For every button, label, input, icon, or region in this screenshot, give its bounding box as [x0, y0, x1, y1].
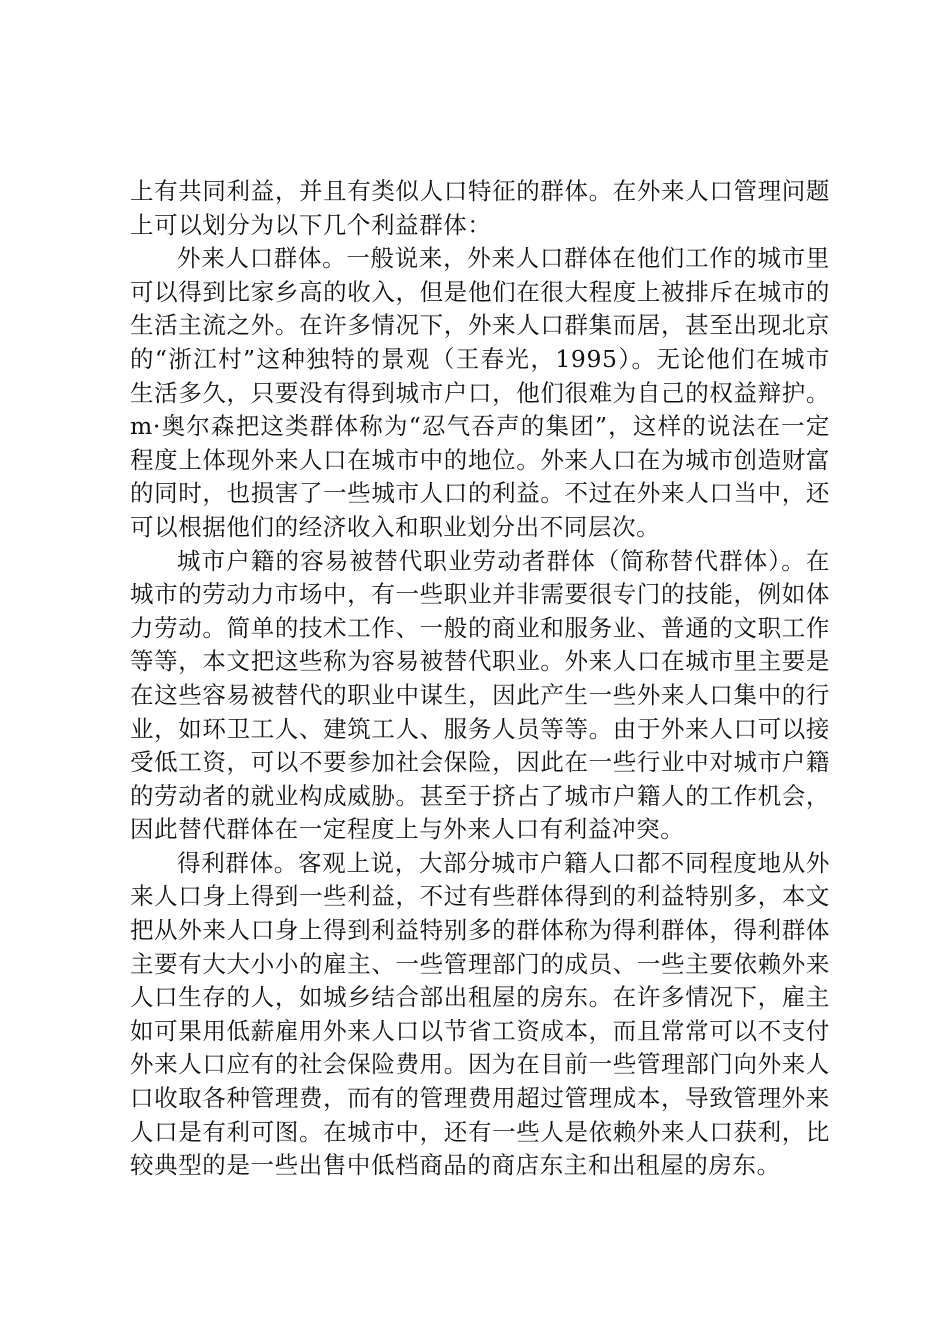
document-body [130, 175, 830, 1183]
paragraph-beneficiary-group: 得利群体。客观上说，大部分城市户籍人口都不同程度地从外来人口身上得到一些利益，不过有些群体得到的利益特别多，本文把从外来人口身上得到利益特别多的群体称为得利群体，得利群体主要有大大小小的雇主、一些管理部门的成员、一些主要依赖外来人口生存的人，如城乡结合部出租屋的房东。在许多情况下，雇主如可果用低薪雇用外来人口以节省工资成本，而且常常可以不支付外来人口应有的社会保险费用。因为在目前一些管理部门向外来人口收取各种管理费，而有的管理费用超过管理成本，导致管理外来人口是有利可图。在城市中，还有一些人是依赖外来人口获利，比较典型的是一些出售中低档商品的商店东主和出租屋的房东。 [130, 848, 830, 1180]
paragraph-migrant-group: 外来人口群体。一般说来，外来人口群体在他们工作的城市里可以得到比家乡高的收入，但是他们在很大程度上被排斥在城市的生活主流之外。在许多情况下，外来人口群集而居，甚至出现北京的“浙江村”这种独特的景观（王春光，1995）。无论他们在城市生活多久，只要没有得到城市户口，他们很难为自己的权益辩护。m·奥尔森把这类群体称为“忍气吞声的集团”，这样的说法在一定程度上体现外来人口在城市中的地位。外来人口在为城市创造财富的同时，也损害了一些城市人口的利益。不过在外来人口当中，还可以根据他们的经济收入和职业划分出不同层次。 [130, 244, 830, 541]
paragraph-continuation: 上有共同利益，并且有类似人口特征的群体。在外来人口管理问题上可以划分为以下几个利益群体： [130, 177, 830, 239]
paragraph-replaceable-workers: 城市户籍的容易被替代职业劳动者群体（简称替代群体）。在城市的劳动力市场中，有一些职业并非需要很专门的技能，例如体力劳动。简单的技术工作、一般的商业和服务业、普通的文职工作等等，本文把这些称为容易被替代职业。外来人口在城市里主要是在这些容易被替代的职业中谋生，因此产生一些外来人口集中的行业，如环卫工人、建筑工人、服务人员等等。由于外来人口可以接受低工资，可以不要参加社会保险，因此在一些行业中对城市户籍的劳动者的就业构成威胁。甚至于挤占了城市户籍人的工作机会，因此替代群体在一定程度上与外来人口有利益冲突。 [130, 546, 830, 844]
